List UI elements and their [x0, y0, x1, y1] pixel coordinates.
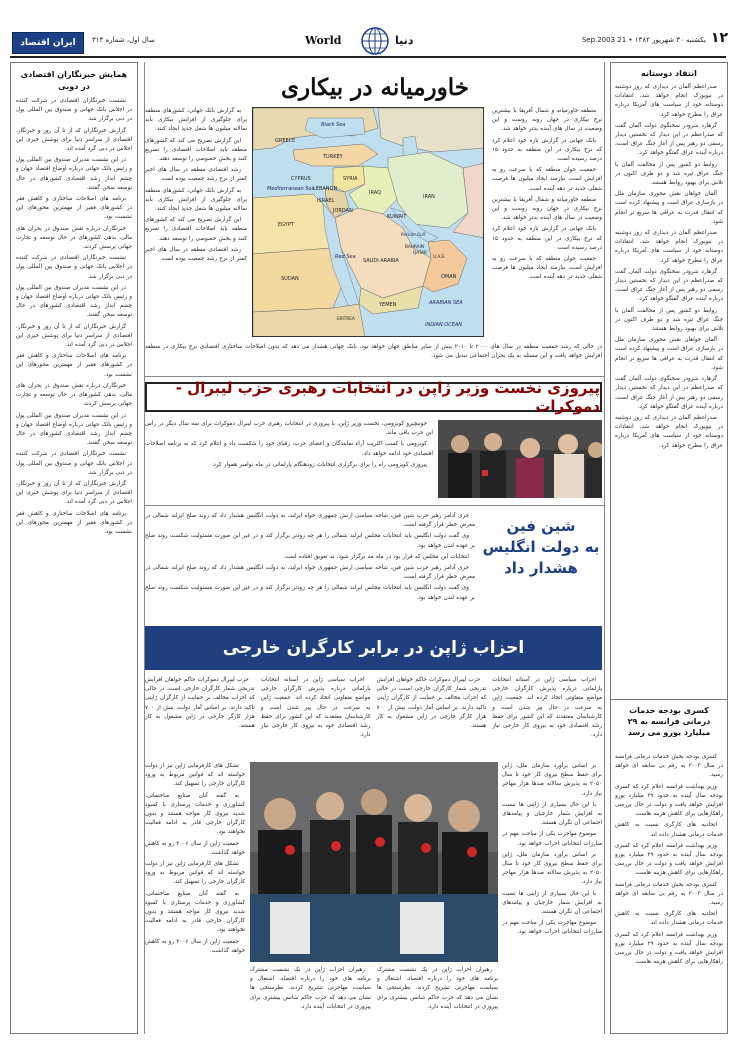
map-label: EGYPT: [278, 222, 294, 228]
ldp-article-text: [145, 420, 433, 498]
paragraph: موضوع مهاجرت یکی از مباحث مهم در مبارزات انتخاباتی احزاب خواهد بود.: [502, 920, 602, 936]
paragraph: آلمان خواهان نقش محوری سازمان ملل در بازسازی عراق است و پیشنهاد کرده است که انتقال قدرت به عراقی ها سریع تر انجام شود.: [615, 337, 723, 371]
shin-fein-article-text: [145, 512, 475, 620]
paragraph: اتحادیه های کارگری نسبت به کاهش خدمات درمانی هشدار داده اند.: [615, 911, 723, 927]
paragraph: گزارش خبرنگاران که از تا آن روز و خبرنگار، اقتصادی از سراسر دنیا برای پوشش خبری این اجلاس در دبی گرد آمده اند.: [16, 127, 132, 153]
map-label: SAUDI ARABIA: [363, 258, 399, 264]
paragraph: تشکل های کارفرمایی ژاپن نیز از دولت خواسته اند که قوانین مربوط به ورود کارگران خارجی را تسهیل کند.: [145, 763, 245, 788]
paragraph: با این حال بسیاری از ژاپنی ها نسبت به افزایش شمار خارجیان و پیامدهای اجتماعی آن نگران هستند.: [502, 890, 602, 916]
headline-line: شین فین: [506, 517, 576, 535]
globe-icon: [360, 26, 390, 56]
middle-east-map: [252, 107, 484, 337]
paragraph: در این نشست مدیران صندوق بین المللی پول و رئیس بانک جهانی درباره اوضاع اقتصاد جهان و چشم انداز رشد اقتصادی کشورهای در حال توسعه سخن گفتند.: [16, 284, 132, 319]
map-label: SYRIA: [343, 176, 358, 182]
paragraph: روابط دو کشور پس از مخالفت آلمان با جنگ عراق تیره شد و دو طرف اکنون در تلاش برای بهبود روابط هستند.: [615, 307, 723, 333]
france-budget-title: کسری بودجه خدمات درمانی فرانسه به ۲۹ میلیارد یورو می رسد: [627, 706, 711, 737]
paragraph: نشست خبرنگاران اقتصادی در شرکت کننده در اجلاس بانک جهانی و صندوق بین المللی پول در دبی برگزار شد.: [16, 255, 132, 280]
map-label: Black Sea: [321, 122, 346, 128]
paragraph: نشست خبرنگاران اقتصادی در شرکت کننده در اجلاس بانک جهانی و صندوق بین المللی پول در دبی برگزار شد.: [16, 98, 132, 123]
paragraph: گرهارد شرودر سخنگوی دولت آلمان گفت که صدراعظم در این دیدار که نخستین دیدار رسمی دو رهبر پس از آغاز جنگ عراق است، درباره آینده عراق گفتگو خواهد کرد.: [615, 122, 723, 157]
map-label: CYPRUS: [291, 176, 311, 182]
paragraph: وزیر بهداشت فرانسه اعلام کرد که کسری بودجه سال آینده به حدود ۲۹ میلیارد یورو افزایش خواهد یافت و دولت در حال بررسی راهکارهایی برای کاهش هزینه هاست.: [615, 842, 723, 877]
paragraph: جمعیت ژاپن از سال ۲۰۰۶ رو به کاهش خواهد گذاشت.: [145, 938, 245, 954]
paragraph: کویزومی با کسب اکثریت آراء نمایندگان و اعضای حزب، رقبای خود را شکست داد و اعلام کرد که به برنامه اصلاحات اقتصادی خود ادامه خواهد داد.: [145, 441, 433, 457]
paragraph: اتحادیه های کارگری نسبت به کاهش خدمات درمانی هشدار داده اند.: [615, 822, 723, 838]
paragraph: به گزارش بانک جهانی، کشورهای منطقه برای جلوگیری از افزایش بیکاری باید سالانه میلیون ها شغل جدید ایجاد کنند.: [145, 108, 247, 133]
header-rule: [10, 56, 726, 58]
paragraph: با این حال بسیاری از ژاپنی ها نسبت به افزایش شمار خارجیان و پیامدهای اجتماعی آن نگران هستند.: [502, 801, 602, 827]
map-label: ISRAEL: [317, 198, 335, 204]
shin-fein-headline: [480, 516, 602, 579]
middle-east-text-right: [492, 107, 602, 357]
paragraph: رشد اقتصادی منطقه در سال های اخیر کمتر از نرخ رشد جمعیت بوده است.: [145, 167, 247, 183]
paragraph: رهبران احزاب ژاپن در یک نشست مشترک برنامه های خود را درباره اقتصاد، اشتغال و سیاست مهاجرتی تشریح کردند. نظرسنجی ها نشان می دهد که حزب حاکم شانس بیشتری برای پیروزی در انتخابات آینده دارد.: [377, 967, 498, 1010]
paragraph: احزاب سیاسی ژاپن در آستانه انتخابات پارلمانی درباره پذیرش کارگران خارجی مواضع متفاوتی اتخاذ کرده اند. جمعیت ژاپن به سرعت در حال پیر شدن است و کارشناسان معتقدند که این کشور برای حفظ رشد اقتصادی خود به نیروی کار خارجی نیاز دارد.: [492, 677, 602, 739]
right-column-box: [610, 62, 728, 1034]
paragraph: حزب لیبرال دموکرات حاکم خواهان افزایش تدریجی شمار کارگران خارجی است، در حالی که احزاب مخالف بر حمایت از کارگران ژاپنی تاکید دارند. بر اساس آمار دولت، بیش از ۷۰۰ هزار کارگر خارجی در ژاپن مشغول به کار هستند.: [145, 677, 255, 730]
map-label: Persian Gulf: [401, 232, 426, 237]
divider: [145, 376, 604, 377]
page-number: ۱۲: [710, 30, 728, 46]
paragraph: بر اساس برآورد سازمان ملل، ژاپن برای حفظ سطح نیروی کار خود تا سال ۲۰۵۰ به پذیرش سالانه صدها هزار مهاجر نیاز دارد.: [502, 763, 602, 797]
map-label: BAHRAIN: [405, 244, 424, 249]
section-title-english: World: [305, 34, 342, 47]
date-line: یکشنبه ۳۰ شهریور ۱۳۸۲ • 21 Sep.2003: [581, 36, 706, 44]
paragraph: این گزارش تصریح می کند که کشورهای منطقه باید اصلاحات اقتصادی را تسریع کنند و بخش خصوصی را توسعه دهند.: [145, 137, 247, 163]
paragraph: به گفته آنان صنایع ساختمانی، کشاورزی و خدمات پرستاری با کمبود شدید نیروی کار مواجه هستند و بدون کارگران خارجی قادر به ادامه فعالیت نخواهند بود.: [145, 792, 245, 836]
paragraph: وزیر بهداشت فرانسه اعلام کرد که کسری بودجه سال آینده به حدود ۲۹ میلیارد یورو افزایش خواهد یافت و دولت در حال بررسی راهکارهایی برای کاهش هزینه هاست.: [615, 783, 723, 818]
middle-east-text-bottom: در حالی که رشد جمعیت منطقه در سال های ۲۰۰۰ تا ۲۰۱۰ بیش از سایر مناطق جهان خواهد بود، بانک جهانی هشدار می دهد که بدون اصلاحات ساختاری اقتصادی نرخ بیکاری در منطقه افزایش خواهد یافت و این مسئله به یک بحران اجتماعی تبدیل می شود.: [145, 344, 602, 360]
middle-east-text-left: [145, 107, 247, 357]
map-label: Mediterranean Sea: [267, 186, 315, 192]
map-label: U.A.E.: [433, 254, 446, 259]
paragraph: خبرنگاران درباره نقش صندوق در بحران های مالی، بدهی کشورهای در حال توسعه و تجارت جهانی پرسش کردند.: [16, 225, 132, 251]
paragraph: برنامه های اصلاحات ساختاری و کاهش فقر در کشورهای فقیر از مهمترین محورهای این نشست بود.: [16, 510, 132, 535]
paragraph: صدراعظم آلمان در دیداری که روز دوشنبه در نیویورک انجام خواهد شد، انتقادات دوستانه خود از سیاست های آمریکا درباره عراق را مطرح خواهد کرد.: [615, 230, 723, 264]
map-label: LEBANON: [313, 186, 338, 192]
paragraph: منطقه خاورمیانه و شمال آفریقا با بیشترین نرخ بیکاری در جهان روبه روست و این وضعیت در سال های آینده بدتر خواهد شد.: [492, 196, 602, 222]
japan-article-text-right: [502, 762, 602, 1030]
map-label: JORDAN: [333, 208, 353, 214]
map-label: KUWAIT: [387, 214, 407, 220]
japan-party-leaders-photo: [250, 762, 498, 962]
map-label: ERITREA: [337, 316, 355, 321]
paragraph: جمعیت جوان منطقه که با سرعت رو به افزایش است، نیازمند ایجاد میلیون ها فرصت شغلی جدید در دهه آینده است.: [492, 167, 602, 192]
paragraph: برنامه های اصلاحات ساختاری و کاهش فقر در کشورهای فقیر از مهمترین محورهای این نشست بود.: [16, 196, 132, 221]
paragraph: صدراعظم آلمان در دیداری که روز دوشنبه در نیویورک انجام خواهد شد، انتقادات دوستانه خود از سیاست های آمریکا درباره عراق را مطرح خواهد کرد.: [615, 414, 723, 449]
logo-text: ايران اقتصاد: [20, 38, 76, 48]
paragraph: در این نشست مدیران صندوق بین المللی پول و رئیس بانک جهانی درباره اوضاع اقتصاد جهان و چشم انداز رشد اقتصادی کشورهای در حال توسعه سخن گفتند.: [16, 157, 132, 191]
issue-info: سال اول، شماره ۳۱۴: [92, 36, 155, 44]
france-budget-body: [615, 753, 723, 1029]
japan-article-text-left: [145, 762, 245, 1030]
paragraph: انتخابات این مجلس که قرار بود در ماه مه برگزار شود، به تعویق افتاده است.: [283, 553, 469, 560]
paragraph: رشد اقتصادی منطقه در سال های اخیر کمتر از نرخ رشد جمعیت بوده است.: [145, 246, 247, 263]
middle-east-headline: خاورمیانه در بیکاری: [281, 74, 469, 101]
right-column-body: [615, 83, 723, 695]
left-column-box: [10, 62, 138, 1034]
paragraph: گرهارد شرودر سخنگوی دولت آلمان گفت که صدراعظم در این دیدار که نخستین دیدار رسمی دو رهبر پس از آغاز جنگ عراق است، درباره آینده عراق گفتگو خواهد کرد.: [615, 268, 723, 303]
map-label: OMAN: [441, 274, 457, 280]
paragraph: نشست خبرنگاران اقتصادی در شرکت کننده در اجلاس بانک جهانی و صندوق بین المللی پول در دبی برگزار شد.: [16, 451, 132, 476]
paragraph: حزب لیبرال دموکرات حاکم خواهان افزایش تدریجی شمار کارگران خارجی است، در حالی که احزاب مخالف بر حمایت از کارگران ژاپنی تاکید دارند. بر اساس آمار دولت، بیش از ۷۰۰ هزار کارگر خارجی در ژاپن مشغول به کار هستند.: [376, 677, 487, 730]
headline-line: هشدار داد: [504, 559, 578, 577]
paragraph: گرهارد شرودر سخنگوی دولت آلمان گفت که صدراعظم در این دیدار که نخستین دیدار رسمی دو رهبر پس از آغاز جنگ عراق است، درباره آینده عراق گفتگو خواهد کرد.: [615, 376, 723, 410]
paragraph: خبرنگاران درباره نقش صندوق در بحران های مالی، بدهی کشورهای در حال توسعه و تجارت جهانی پرسش کردند.: [16, 382, 132, 408]
paragraph: پیروزی کویزومی راه را برای برگزاری انتخابات زودهنگام پارلمانی در ماه نوامبر هموار کرد.: [211, 461, 427, 468]
map-label: QATAR: [413, 250, 427, 255]
paragraph: در این نشست مدیران صندوق بین المللی پول و رئیس بانک جهانی درباره اوضاع اقتصاد جهان و چشم انداز رشد اقتصادی کشورهای در حال توسعه سخن گفتند.: [16, 412, 132, 447]
map-label: Red Sea: [335, 254, 356, 260]
paragraph: جمعیت جوان منطقه که با سرعت رو به افزایش است، نیازمند ایجاد میلیون ها فرصت شغلی جدید در دهه آینده است.: [492, 256, 602, 281]
column-divider: [604, 62, 605, 1034]
section-title-persian: دنیا: [395, 34, 414, 47]
paragraph: بانک جهانی در گزارش تازه خود اعلام کرد که نرخ بیکاری در این منطقه به حدود ۱۵ درصد رسیده است.: [492, 137, 602, 163]
paragraph: گزارش خبرنگاران که از تا آن روز و خبرنگار، اقتصادی از سراسر دنیا برای پوشش خبری این اجلاس در دبی گرد آمده اند.: [16, 323, 132, 349]
left-column-body: [16, 97, 132, 1029]
right-column-title: انتقاد دوستانه: [641, 69, 697, 78]
paragraph: موضوع مهاجرت یکی از مباحث مهم در مبارزات انتخاباتی احزاب خواهد بود.: [502, 831, 602, 847]
divider: [145, 505, 604, 506]
paragraph: منطقه خاورمیانه و شمال آفریقا با بیشترین نرخ بیکاری در جهان روبه روست و این وضعیت در سال های آینده بدتر خواهد شد.: [492, 108, 602, 133]
headline-line: به دولت انگلیس: [482, 538, 600, 556]
map-label: IRAQ: [369, 190, 382, 196]
paragraph: برنامه های اصلاحات ساختاری و کاهش فقر در کشورهای فقیر از مهمترین محورهای این نشست بود.: [16, 353, 132, 378]
divider: [611, 699, 727, 700]
paragraph: آلمان خواهان نقش محوری سازمان ملل در بازسازی عراق است و پیشنهاد کرده است که انتقال قدرت به عراقی ها سریع تر انجام شود.: [615, 191, 723, 225]
newspaper-logo: [12, 32, 84, 54]
map-label: ARABIAN SEA: [429, 300, 463, 306]
japan-article-text-bottom: [250, 966, 498, 1030]
paragraph: بر اساس برآورد سازمان ملل، ژاپن برای حفظ سطح نیروی کار خود تا سال ۲۰۵۰ به پذیرش سالانه صدها هزار مهاجر نیاز دارد.: [502, 851, 602, 886]
paragraph: جونیچیرو کویزومی، نخست وزیر ژاپن، با پیروزی در انتخابات رهبری حزب لیبرال دموکرات برای سه سال دیگر در رأس این حزب باقی ماند.: [145, 421, 433, 437]
paragraph: گزارش خبرنگاران که از تا آن روز و خبرنگار، اقتصادی از سراسر دنیا برای پوشش خبری این اجلاس در دبی گرد آمده اند.: [16, 480, 132, 506]
paragraph: تشکل های کارفرمایی ژاپن نیز از دولت خواسته اند که قوانین مربوط به ورود کارگران خارجی را تسهیل کند.: [145, 861, 245, 886]
paragraph: به گفته آنان صنایع ساختمانی، کشاورزی و خدمات پرستاری با کمبود شدید نیروی کار مواجه هستند و بدون کارگران خارجی قادر به ادامه فعالیت نخواهند بود.: [145, 890, 245, 934]
paragraph: صدراعظم آلمان در دیداری که روز دوشنبه در نیویورک انجام خواهد شد، انتقادات دوستانه خود از سیاست های آمریکا درباره عراق را مطرح خواهد کرد.: [615, 84, 723, 118]
paragraph: به گزارش بانک جهانی، کشورهای منطقه برای جلوگیری از افزایش بیکاری باید سالانه میلیون ها شغل جدید ایجاد کنند.: [145, 187, 247, 213]
map-label: INDIAN OCEAN: [425, 322, 463, 328]
shin-fein-headline-box: [480, 512, 602, 620]
map-label: TURKEY: [323, 154, 343, 160]
paragraph: جری آدامز رهبر حزب شین فین، شاخه سیاسی ارتش جمهوری خواه ایرلند، به دولت انگلیس هشدار داد که روند صلح ایرلند شمالی در معرض خطر قرار گرفته است.: [145, 565, 475, 581]
map-label: YEMEN: [379, 302, 397, 308]
japan-headline-banner: احزاب ژاپن در برابر کارگران خارجی: [145, 626, 602, 670]
paragraph: روابط دو کشور پس از مخالفت آلمان با جنگ عراق تیره شد و دو طرف اکنون در تلاش برای بهبود روابط هستند.: [615, 161, 723, 187]
ldp-headline-banner: پیروزی نخست وزیر ژاپن در انتخابات رهبری حزب لیبرال - دموکرات: [145, 382, 602, 412]
paragraph: جمعیت ژاپن از سال ۲۰۰۶ رو به کاهش خواهد گذاشت.: [145, 840, 245, 856]
paragraph: این گزارش تصریح می کند که کشورهای منطقه باید اصلاحات اقتصادی را تسریع کنند و بخش خصوصی را توسعه دهند.: [145, 217, 247, 242]
ldp-leaders-photo: [438, 420, 602, 498]
map-label: GREECE: [275, 138, 296, 144]
paragraph: جری آدامز رهبر حزب شین فین، شاخه سیاسی ارتش جمهوری خواه ایرلند، به دولت انگلیس هشدار داد که روند صلح ایرلند شمالی در معرض خطر قرار گرفته است.: [145, 513, 475, 529]
map-label: IRAN: [423, 194, 435, 200]
left-column-title: همایش خبرنگاران اقتصادی در دوبی: [20, 70, 128, 91]
paragraph: کسری بودجه بخش خدمات درمانی فرانسه در سال ۲۰۰۳ به رقم بی سابقه ای خواهد رسید.: [615, 881, 723, 907]
map-graphic: [253, 108, 484, 337]
paragraph: احزاب سیاسی ژاپن در آستانه انتخابات پارلمانی درباره پذیرش کارگران خارجی مواضع متفاوتی اتخاذ کرده اند. جمعیت ژاپن به سرعت در حال پیر شدن است و کارشناسان معتقدند که این کشور برای حفظ رشد اقتصادی خود به نیروی کار خارجی نیاز دارد.: [260, 677, 371, 739]
column-divider: [144, 62, 145, 1034]
japan-article-text-top: [145, 676, 602, 762]
paragraph: رهبران احزاب ژاپن در یک نشست مشترک برنامه های خود را درباره اقتصاد، اشتغال و سیاست مهاجرتی تشریح کردند. نظرسنجی ها نشان می دهد که حزب حاکم شانس بیشتری برای پیروزی در انتخابات آینده دارد.: [250, 967, 371, 1010]
paragraph: وی گفت دولت انگلیس باید انتخابات مجلس ایرلند شمالی را هر چه زودتر برگزار کند و در غیر این صورت مسئولیت شکست روند صلح بر عهده لندن خواهد بود.: [145, 585, 475, 601]
paragraph: وزیر بهداشت فرانسه اعلام کرد که کسری بودجه سال آینده به حدود ۲۹ میلیارد یورو افزایش خواهد یافت و دولت در حال بررسی راهکارهایی برای کاهش هزینه هاست.: [615, 931, 723, 966]
paragraph: بانک جهانی در گزارش تازه خود اعلام کرد که نرخ بیکاری در این منطقه به حدود ۱۵ درصد رسیده است.: [492, 226, 602, 251]
paragraph: وی گفت دولت انگلیس باید انتخابات مجلس ایرلند شمالی را هر چه زودتر برگزار کند و در غیر این صورت مسئولیت شکست روند صلح بر عهده لندن خواهد بود.: [145, 533, 475, 549]
paragraph: کسری بودجه بخش خدمات درمانی فرانسه در سال ۲۰۰۳ به رقم بی سابقه ای خواهد رسید.: [615, 754, 723, 779]
map-label: SUDAN: [281, 276, 299, 282]
